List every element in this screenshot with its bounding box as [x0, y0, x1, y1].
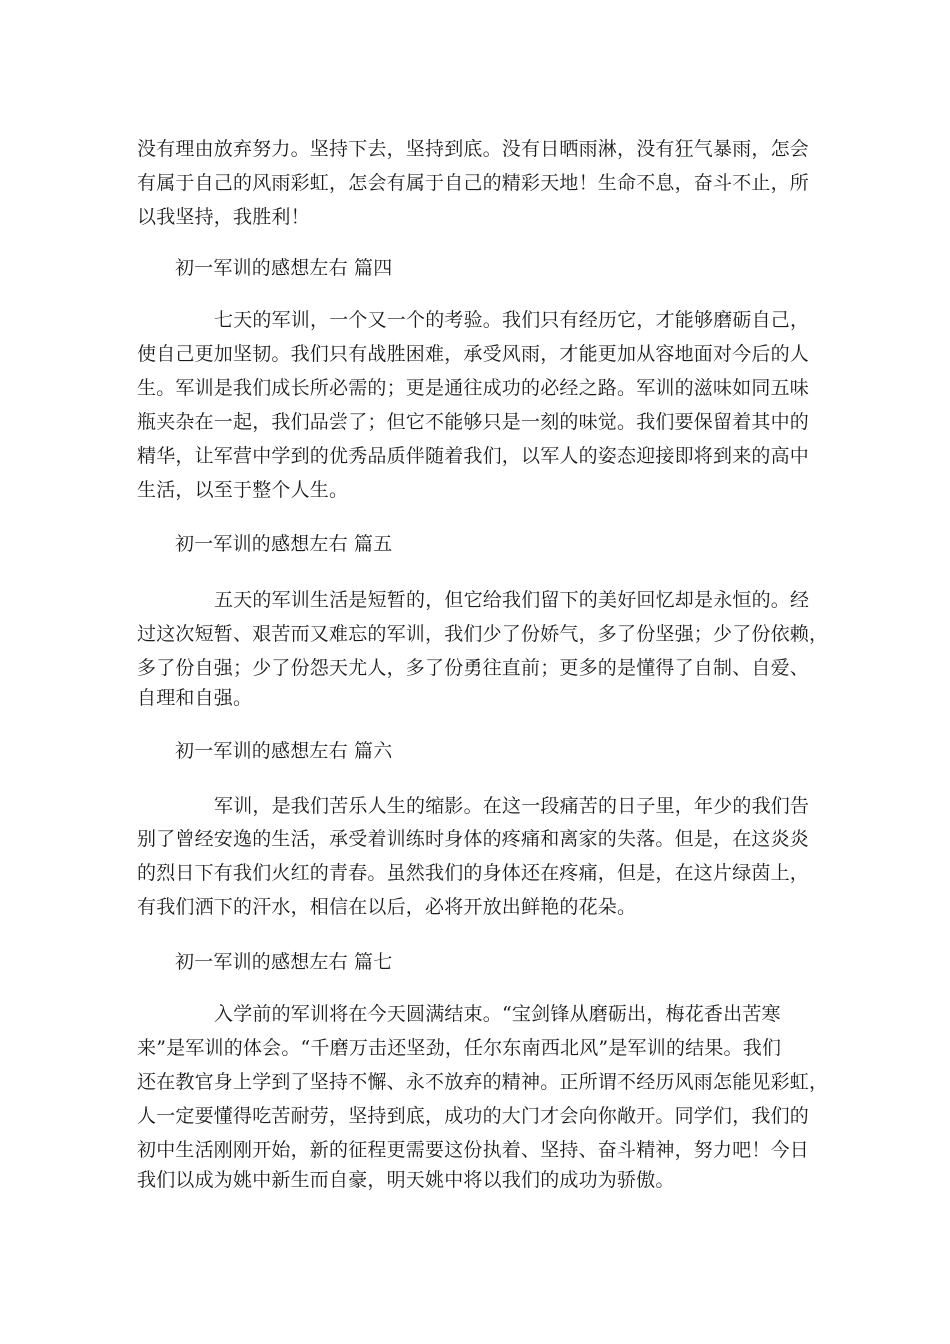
intro-line: 没有理由放弃努力。坚持下去，坚持到底。没有日晒雨淋，没有狂气暴雨，怎会 [137, 138, 810, 160]
paragraph-line: 过这次短暂、艰苦而又难忘的军训，我们少了份娇气，多了份坚强；少了份依赖， [137, 623, 829, 645]
paragraph-line: 七天的军训，一个又一个的考验。我们只有经历它，才能够磨砺自己， [214, 309, 810, 331]
paragraph-line: 人一定要懂得吃苦耐劳，坚持到底，成功的大门才会向你敞开。同学们，我们的 [137, 1105, 810, 1127]
intro-line: 以我坚持，我胜利！ [137, 206, 310, 228]
paragraph-line: 别了曾经安逸的生活，承受着训练时身体的疼痛和离家的失落。但是，在这炎炎 [137, 828, 810, 850]
paragraph-line: 入学前的军训将在今天圆满结束。“宝剑锋从磨砺出，梅花香出苦寒 [214, 1003, 781, 1025]
paragraph-line: 还在教官身上学到了坚持不懈、永不放弃的精神。正所谓不经历风雨怎能见彩虹， [137, 1071, 829, 1093]
paragraph-line: 自理和自强。 [137, 687, 253, 709]
paragraph-line: 瓶夹杂在一起，我们品尝了；但它不能够只是一刻的味觉。我们要保留着其中的 [137, 411, 810, 433]
paragraph-line: 生活，以至于整个人生。 [137, 479, 349, 501]
intro-line: 有属于自己的风雨彩虹，怎会有属于自己的精彩天地！生命不息，奋斗不止，所 [137, 172, 810, 194]
paragraph-line: 生。军训是我们成长所必需的；更是通往成功的必经之路。军训的滋味如同五味 [137, 377, 810, 399]
section-heading: 初一军训的感想左右 篇五 [175, 533, 393, 555]
paragraph-line: 的烈日下有我们火红的青春。虽然我们的身体还在疼痛，但是，在这片绿茵上， [137, 862, 810, 884]
paragraph-line: 来”是军训的体会。“千磨万击还坚劲，任尔东南西北风”是军训的结果。我们 [137, 1037, 782, 1059]
paragraph-line: 五天的军训生活是短暂的，但它给我们留下的美好回忆却是永恒的。经 [214, 589, 810, 611]
paragraph-line: 我们以成为姚中新生而自豪，明天姚中将以我们的成功为骄傲。 [137, 1169, 675, 1191]
paragraph-line: 精华，让军营中学到的优秀品质伴随着我们，以军人的姿态迎接即将到来的高中 [137, 445, 810, 467]
paragraph-line: 有我们洒下的汗水，相信在以后，必将开放出鲜艳的花朵。 [137, 896, 637, 918]
section-heading: 初一军训的感想左右 篇六 [175, 740, 393, 762]
paragraph-line: 使自己更加坚韧。我们只有战胜困难，承受风雨，才能更加从容地面对今后的人 [137, 343, 810, 365]
paragraph-line: 多了份自强；少了份怨天尤人，多了份勇往直前；更多的是懂得了自制、自爱、 [137, 657, 810, 679]
paragraph-line: 初中生活刚刚开始，新的征程更需要这份执着、坚持、奋斗精神，努力吧！今日 [137, 1139, 810, 1161]
section-heading: 初一军训的感想左右 篇七 [175, 951, 393, 973]
paragraph-line: 军训，是我们苦乐人生的缩影。在这一段痛苦的日子里，年少的我们告 [214, 795, 810, 817]
section-heading: 初一军训的感想左右 篇四 [175, 257, 393, 279]
